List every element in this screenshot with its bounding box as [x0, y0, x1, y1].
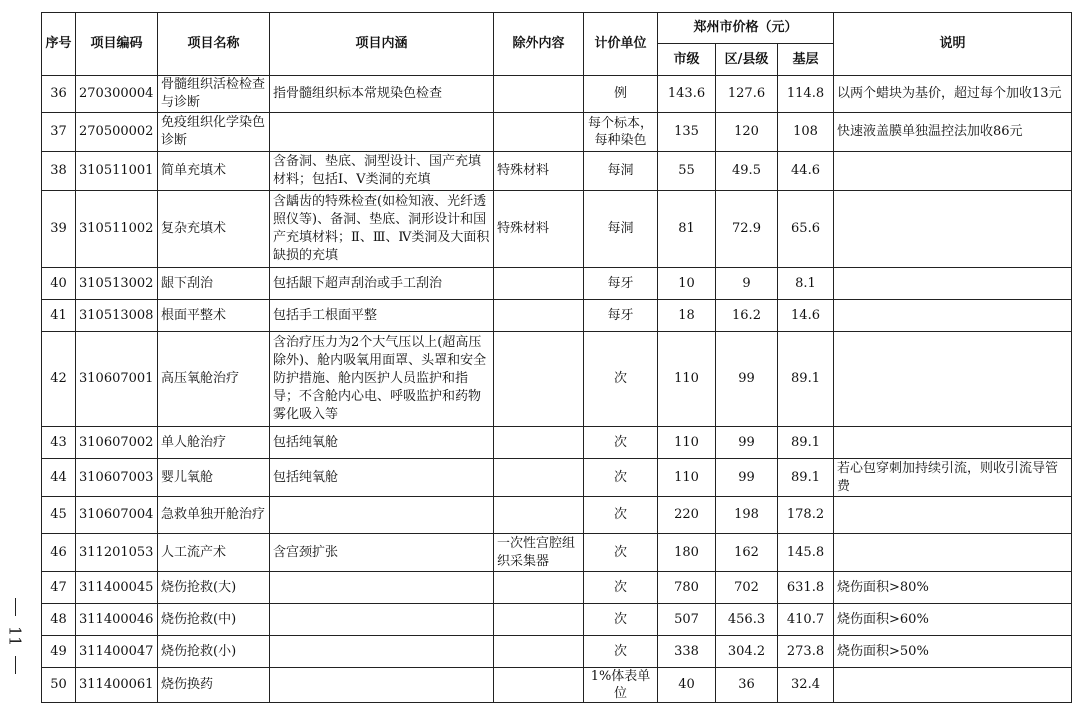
cell-content: [270, 572, 494, 604]
cell-seq: 48: [42, 604, 76, 636]
table-row: [42, 497, 1072, 534]
cell-content: [270, 113, 494, 152]
table-row: [42, 76, 1072, 113]
cell-price-city: 81: [658, 191, 716, 268]
cell-code: 311201053: [76, 534, 158, 572]
cell-seq: 50: [42, 668, 76, 703]
cell-price-grassroots: 108: [778, 113, 834, 152]
cell-seq: 46: [42, 534, 76, 572]
cell-note: 以两个蜡块为基价，超过每个加收13元: [834, 76, 1072, 113]
cell-code: 311400046: [76, 604, 158, 636]
cell-note: [834, 668, 1072, 703]
cell-content: 含龋齿的特殊检查(如检知液、光纤透照仪等)、备洞、垫底、洞形设计和国产充填材料；Ⅱ、Ⅲ、Ⅳ类洞及大面积缺损的充填: [270, 191, 494, 268]
cell-note: [834, 152, 1072, 191]
cell-excluded: 一次性宫腔组织采集器: [494, 534, 584, 572]
cell-content: [270, 636, 494, 668]
table-row: [42, 332, 1072, 427]
cell-price-grassroots: 65.6: [778, 191, 834, 268]
header-excluded: 除外内容: [494, 13, 584, 76]
cell-price-city: 180: [658, 534, 716, 572]
header-city: 市级: [658, 44, 716, 76]
cell-price-grassroots: 44.6: [778, 152, 834, 191]
cell-code: 270300004: [76, 76, 158, 113]
table-row: [42, 191, 1072, 268]
cell-price-county: 198: [716, 497, 778, 534]
cell-excluded: [494, 668, 584, 703]
table-row: [42, 268, 1072, 300]
cell-code: 310607002: [76, 427, 158, 459]
cell-excluded: [494, 572, 584, 604]
cell-content: [270, 668, 494, 703]
cell-code: 311400061: [76, 668, 158, 703]
cell-excluded: [494, 604, 584, 636]
cell-price-city: 10: [658, 268, 716, 300]
cell-seq: 41: [42, 300, 76, 332]
cell-price-county: 127.6: [716, 76, 778, 113]
cell-name: 烧伤抢救(中): [158, 604, 270, 636]
cell-code: 310511002: [76, 191, 158, 268]
cell-price-grassroots: 89.1: [778, 459, 834, 497]
cell-excluded: [494, 113, 584, 152]
table-row: [42, 636, 1072, 668]
cell-content: 包括龈下超声刮治或手工刮治: [270, 268, 494, 300]
cell-note: [834, 268, 1072, 300]
header-county: 区/县级: [716, 44, 778, 76]
cell-unit: 例: [584, 76, 658, 113]
cell-code: 311400047: [76, 636, 158, 668]
header-content: 项目内涵: [270, 13, 494, 76]
cell-name: 龈下刮治: [158, 268, 270, 300]
header-grassroots: 基层: [778, 44, 834, 76]
cell-price-grassroots: 8.1: [778, 268, 834, 300]
cell-name: 简单充填术: [158, 152, 270, 191]
cell-name: 人工流产术: [158, 534, 270, 572]
cell-price-county: 9: [716, 268, 778, 300]
cell-excluded: [494, 300, 584, 332]
cell-price-county: 36: [716, 668, 778, 703]
cell-seq: 43: [42, 427, 76, 459]
cell-unit: 1%体表单位: [584, 668, 658, 703]
header-code: 项目编码: [76, 13, 158, 76]
cell-unit: 次: [584, 332, 658, 427]
cell-price-county: 99: [716, 427, 778, 459]
cell-note: [834, 300, 1072, 332]
cell-note: [834, 534, 1072, 572]
cell-seq: 49: [42, 636, 76, 668]
cell-excluded: [494, 268, 584, 300]
cell-seq: 42: [42, 332, 76, 427]
cell-excluded: [494, 459, 584, 497]
cell-content: 含备洞、垫底、洞型设计、国产充填材料；包括Ⅰ、Ⅴ类洞的充填: [270, 152, 494, 191]
cell-price-grassroots: 631.8: [778, 572, 834, 604]
cell-excluded: [494, 497, 584, 534]
cell-code: 310607003: [76, 459, 158, 497]
cell-price-grassroots: 178.2: [778, 497, 834, 534]
cell-price-grassroots: 114.8: [778, 76, 834, 113]
cell-price-grassroots: 89.1: [778, 332, 834, 427]
header-note: 说明: [834, 13, 1072, 76]
cell-code: 310511001: [76, 152, 158, 191]
cell-excluded: [494, 427, 584, 459]
cell-seq: 37: [42, 113, 76, 152]
cell-name: 复杂充填术: [158, 191, 270, 268]
cell-content: 含治疗压力为2个大气压以上(超高压除外)、舱内吸氧用面罩、头罩和安全防护措施、舱内医护人员监护和指导；不含舱内心电、呼吸监护和药物雾化吸入等: [270, 332, 494, 427]
cell-code: 310607004: [76, 497, 158, 534]
cell-content: 包括纯氧舱: [270, 459, 494, 497]
cell-excluded: [494, 332, 584, 427]
cell-code: 311400045: [76, 572, 158, 604]
cell-price-county: 702: [716, 572, 778, 604]
price-table: [41, 12, 1072, 703]
cell-content: 指骨髓组织标本常规染色检查: [270, 76, 494, 113]
cell-note: 若心包穿刺加持续引流，则收引流导管费: [834, 459, 1072, 497]
cell-name: 婴儿氧舱: [158, 459, 270, 497]
table-row: [42, 300, 1072, 332]
cell-seq: 44: [42, 459, 76, 497]
cell-price-county: 120: [716, 113, 778, 152]
page-number: [4, 598, 26, 674]
cell-name: 单人舱治疗: [158, 427, 270, 459]
cell-price-grassroots: 14.6: [778, 300, 834, 332]
header-name: 项目名称: [158, 13, 270, 76]
cell-note: [834, 191, 1072, 268]
cell-name: 免疫组织化学染色诊断: [158, 113, 270, 152]
cell-price-city: 143.6: [658, 76, 716, 113]
cell-seq: 47: [42, 572, 76, 604]
cell-name: 烧伤抢救(大): [158, 572, 270, 604]
header-row-top: [42, 13, 1072, 44]
cell-price-city: 110: [658, 427, 716, 459]
cell-price-city: 110: [658, 332, 716, 427]
cell-code: 270500002: [76, 113, 158, 152]
cell-price-city: 338: [658, 636, 716, 668]
cell-content: 含宫颈扩张: [270, 534, 494, 572]
cell-name: 高压氧舱治疗: [158, 332, 270, 427]
cell-name: 烧伤换药: [158, 668, 270, 703]
cell-unit: 每洞: [584, 152, 658, 191]
cell-price-county: 456.3: [716, 604, 778, 636]
header-price-group: 郑州市价格（元）: [658, 13, 834, 44]
cell-code: 310513002: [76, 268, 158, 300]
cell-excluded: 特殊材料: [494, 152, 584, 191]
cell-price-county: 162: [716, 534, 778, 572]
cell-price-city: 780: [658, 572, 716, 604]
cell-code: 310513008: [76, 300, 158, 332]
table-row: [42, 459, 1072, 497]
cell-unit: 次: [584, 497, 658, 534]
cell-price-grassroots: 89.1: [778, 427, 834, 459]
cell-note: 烧伤面积>50%: [834, 636, 1072, 668]
cell-price-grassroots: 145.8: [778, 534, 834, 572]
page-number-dash-top: [15, 598, 16, 616]
cell-seq: 45: [42, 497, 76, 534]
table-body: [42, 76, 1072, 703]
cell-unit: 每个标本，每种染色: [584, 113, 658, 152]
cell-unit: 次: [584, 427, 658, 459]
table-row: [42, 534, 1072, 572]
cell-price-grassroots: 410.7: [778, 604, 834, 636]
cell-note: [834, 332, 1072, 427]
cell-price-city: 18: [658, 300, 716, 332]
cell-price-grassroots: 273.8: [778, 636, 834, 668]
table-row: [42, 113, 1072, 152]
table-row: [42, 668, 1072, 703]
cell-unit: 次: [584, 636, 658, 668]
table-row: [42, 427, 1072, 459]
cell-unit: 每牙: [584, 268, 658, 300]
cell-unit: 次: [584, 604, 658, 636]
cell-excluded: [494, 76, 584, 113]
cell-price-city: 40: [658, 668, 716, 703]
table-row: [42, 572, 1072, 604]
cell-note: 快速液盖膜单独温控法加收86元: [834, 113, 1072, 152]
cell-content: 包括纯氧舱: [270, 427, 494, 459]
page-number-dash-bottom: [15, 656, 16, 674]
cell-price-grassroots: 32.4: [778, 668, 834, 703]
cell-unit: 每牙: [584, 300, 658, 332]
header-seq: 序号: [42, 13, 76, 76]
cell-price-county: 99: [716, 459, 778, 497]
cell-price-county: 49.5: [716, 152, 778, 191]
cell-unit: 每洞: [584, 191, 658, 268]
cell-price-city: 110: [658, 459, 716, 497]
page-number-text: 11: [5, 625, 25, 647]
cell-price-city: 55: [658, 152, 716, 191]
cell-content: 包括手工根面平整: [270, 300, 494, 332]
cell-seq: 40: [42, 268, 76, 300]
cell-price-city: 220: [658, 497, 716, 534]
cell-price-county: 16.2: [716, 300, 778, 332]
cell-excluded: 特殊材料: [494, 191, 584, 268]
cell-name: 骨髓组织活检检查与诊断: [158, 76, 270, 113]
cell-price-city: 135: [658, 113, 716, 152]
header-unit: 计价单位: [584, 13, 658, 76]
cell-code: 310607001: [76, 332, 158, 427]
cell-name: 根面平整术: [158, 300, 270, 332]
cell-price-county: 99: [716, 332, 778, 427]
cell-seq: 39: [42, 191, 76, 268]
cell-name: 急救单独开舱治疗: [158, 497, 270, 534]
cell-unit: 次: [584, 572, 658, 604]
table-row: [42, 152, 1072, 191]
cell-note: 烧伤面积>60%: [834, 604, 1072, 636]
cell-price-city: 507: [658, 604, 716, 636]
cell-note: [834, 427, 1072, 459]
cell-note: 烧伤面积>80%: [834, 572, 1072, 604]
cell-note: [834, 497, 1072, 534]
table-row: [42, 604, 1072, 636]
cell-excluded: [494, 636, 584, 668]
cell-price-county: 72.9: [716, 191, 778, 268]
cell-content: [270, 497, 494, 534]
cell-content: [270, 604, 494, 636]
cell-seq: 38: [42, 152, 76, 191]
cell-unit: 次: [584, 534, 658, 572]
cell-name: 烧伤抢救(小): [158, 636, 270, 668]
cell-price-county: 304.2: [716, 636, 778, 668]
cell-seq: 36: [42, 76, 76, 113]
cell-unit: 次: [584, 459, 658, 497]
